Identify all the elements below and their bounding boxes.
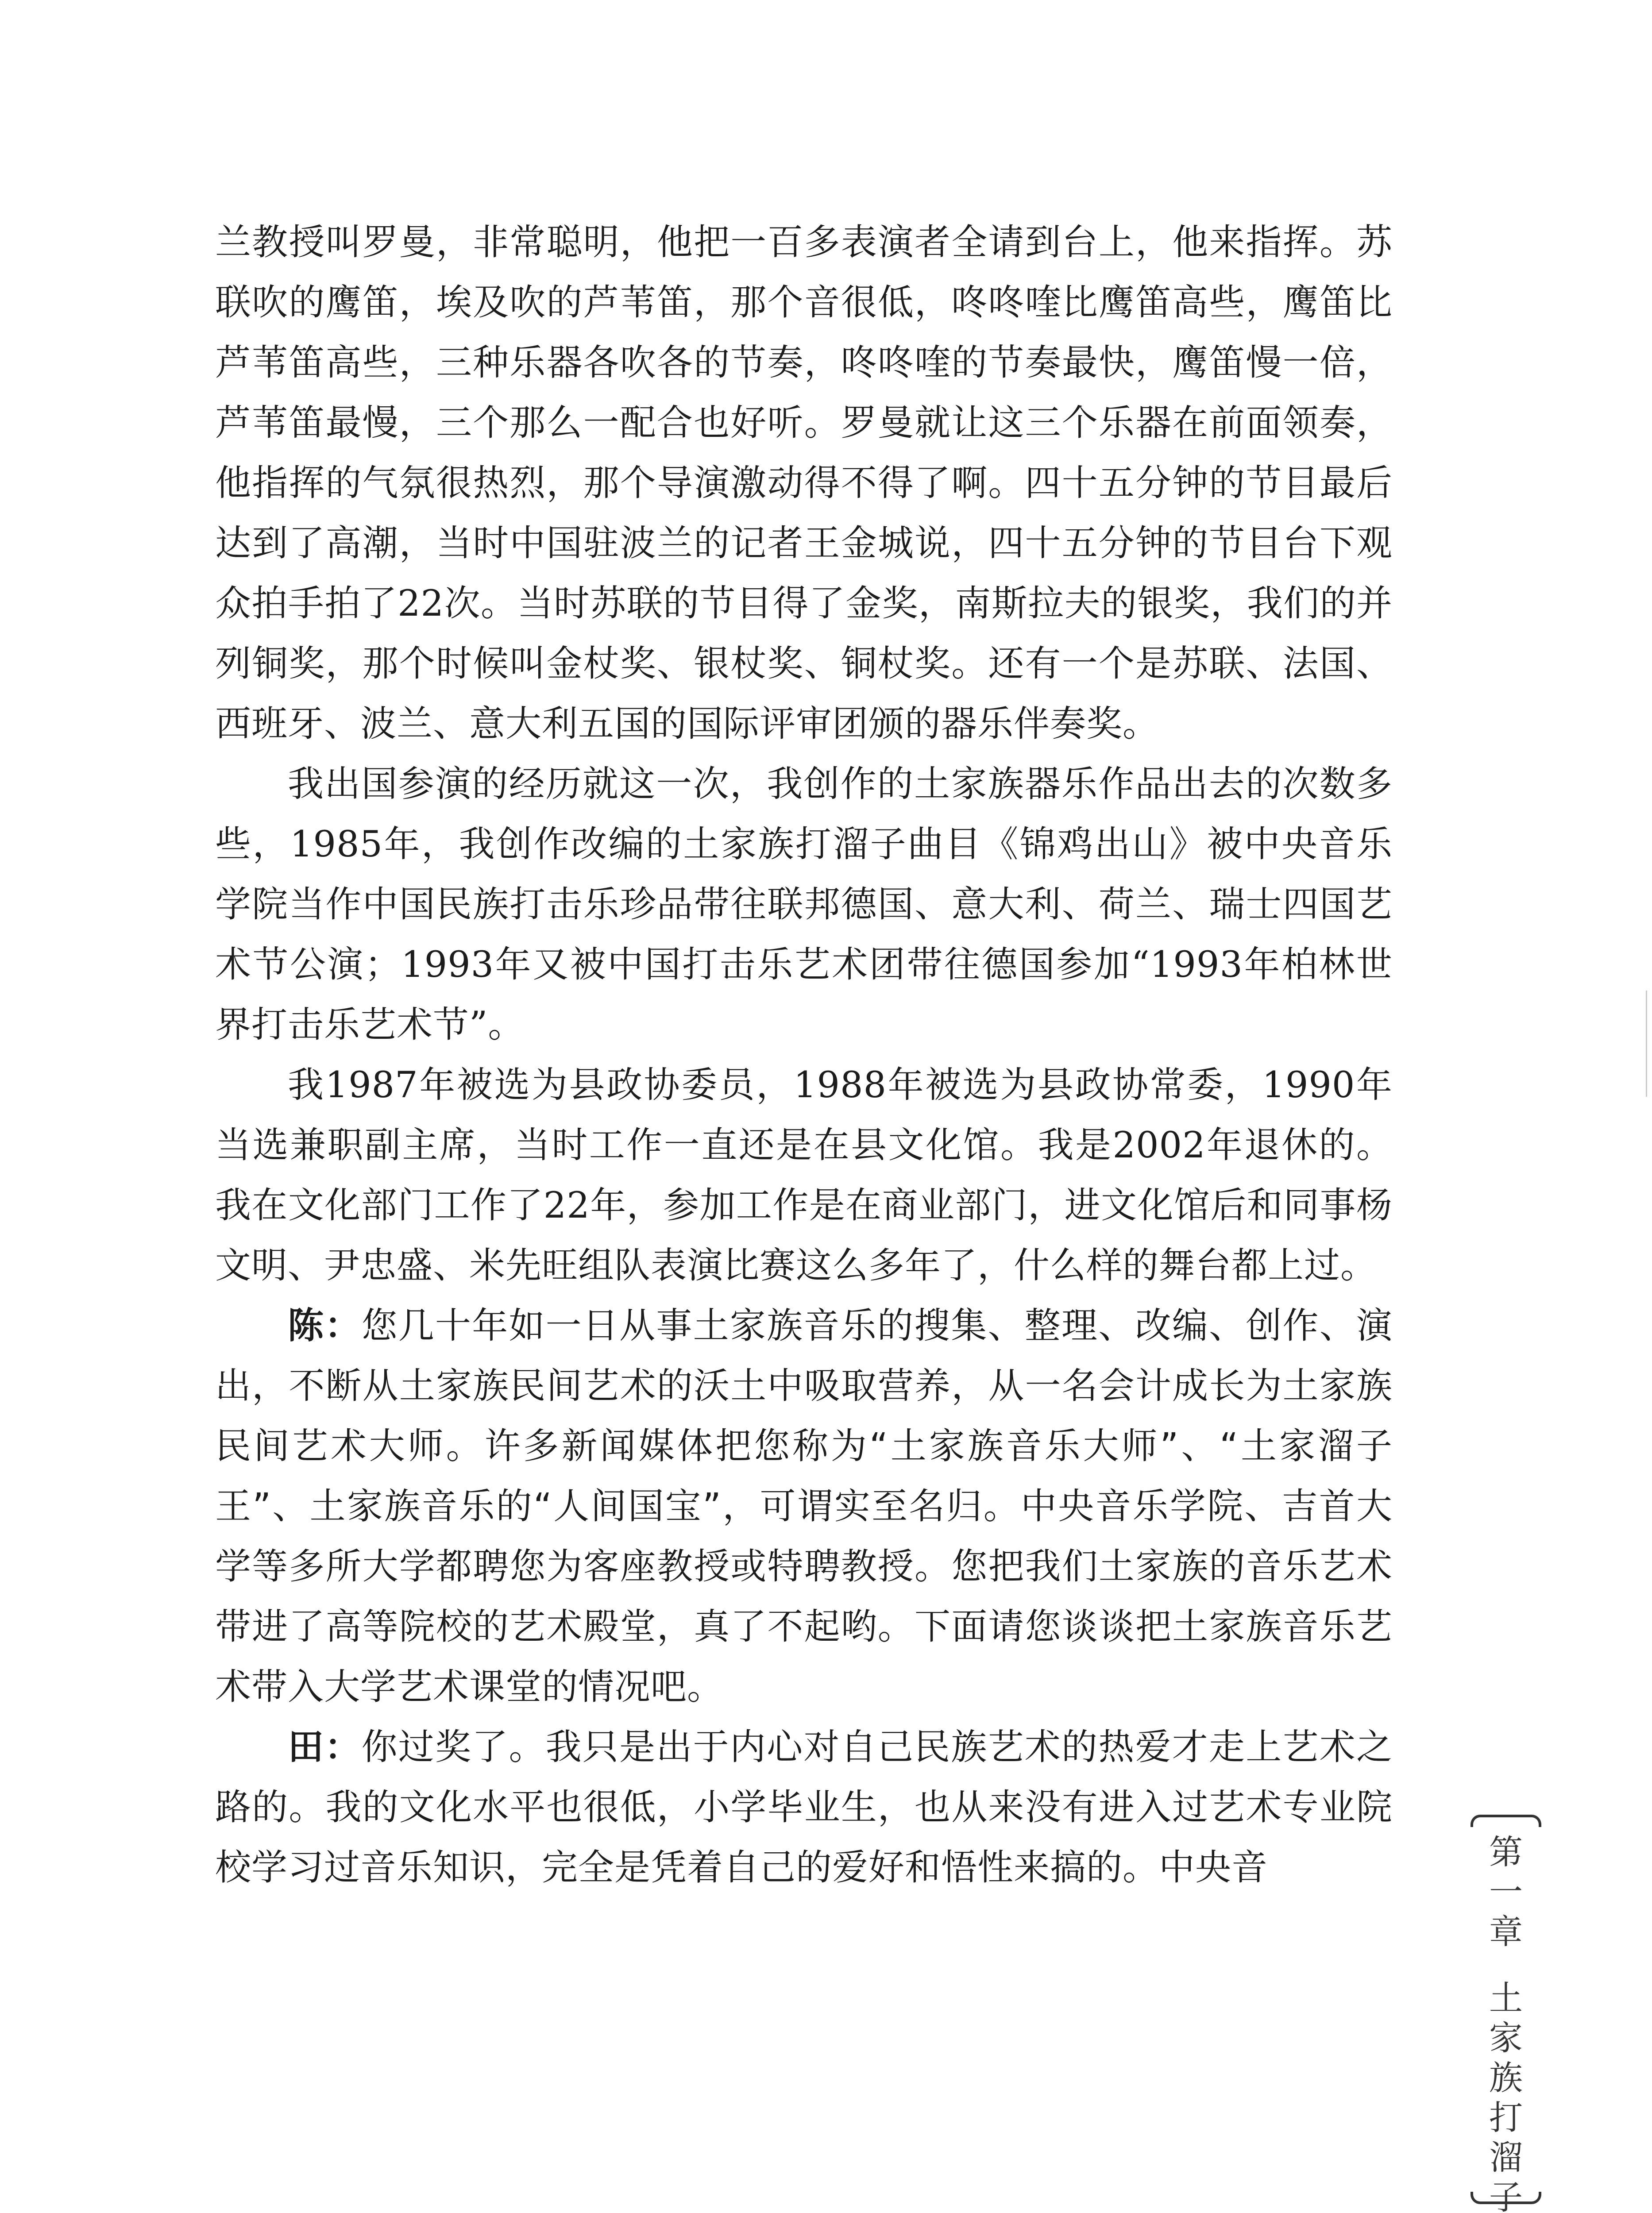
bracket-bottom (1471, 2192, 1541, 2204)
dialog-question (215, 1296, 1393, 1717)
chapter-char: 一 (1489, 1872, 1523, 1912)
title-char: 土 (1489, 1978, 1523, 2018)
title-char: 溜 (1489, 2138, 1523, 2177)
dialog-answer (215, 1717, 1393, 1898)
speech-text: 你过奖了。我只是出于内心对自己民族艺术的热爱才走上艺术之路的。我的文化水平也很低，小学毕业生，也从来没有进入过艺术专业院校学习过音乐知识，完全是凭着自己的爱好和悟性来搞的。中央音 (215, 1727, 1393, 1889)
edge-tick (1646, 991, 1647, 1097)
title-char: 子 (1489, 2178, 1523, 2213)
running-head (1463, 1815, 1548, 2213)
speaker-label: 田： (288, 1727, 362, 1768)
chapter-char: 章 (1489, 1912, 1523, 1951)
paragraph: 我1987年被选为县政协委员，1988年被选为县政协常委，1990年当选兼职副主席，当时工作一直还是在县文化馆。我是2002年退休的。我在文化部门工作了22年，参加工作是在商业部门，进文化馆后和同事杨文明、尹忠盛、米先旺组队表演比赛这么多年了，什么样的舞台都上过。 (215, 1064, 1393, 1287)
title-char: 族 (1489, 2058, 1523, 2097)
title-char: 打 (1489, 2098, 1523, 2137)
paragraph: 我出国参演的经历就这一次，我创作的土家族器乐作品出去的次数多些，1985年，我创作改编的土家族打溜子曲目《锦鸡出山》被中央音乐学院当作中国民族打击乐珍品带往联邦德国、意大利、荷兰、瑞士四国艺术节公演；1993年又被中国打击乐艺术团带往德国参加“1993年柏林世界打击乐艺术节”。 (215, 763, 1393, 1046)
page-body (215, 212, 1393, 1898)
chapter-label (1485, 1832, 1527, 2213)
bracket-top (1471, 1815, 1541, 1827)
speaker-label: 陈： (288, 1305, 362, 1347)
paragraph-continued: 兰教授叫罗曼，非常聪明，他把一百多表演者全请到台上，他来指挥。苏联吹的鹰笛，埃及吹的芦苇笛，那个音很低，咚咚喹比鹰笛高些，鹰笛比芦苇笛高些，三种乐器各吹各的节奏，咚咚喹的节奏最快，鹰笛慢一倍，芦苇笛最慢，三个那么一配合也好听。罗曼就让这三个乐器在前面领奏，他指挥的气氛很热烈，那个导演激动得不得了啊。四十五分钟的节目最后达到了高潮，当时中国驻波兰的记者王金城说，四十五分钟的节目台下观众拍手拍了22次。当时苏联的节目得了金奖，南斯拉夫的银奖，我们的并列铜奖，那个时候叫金杖奖、银杖奖、铜杖奖。还有一个是苏联、法国、西班牙、波兰、意大利五国的国际评审团颁的器乐伴奏奖。 (215, 222, 1393, 745)
speech-text: 您几十年如一日从事土家族音乐的搜集、整理、改编、创作、演出，不断从土家族民间艺术的沃土中吸取营养，从一名会计成长为土家族民间艺术大师。许多新闻媒体把您称为“土家族音乐大师”、“土家溜子王”、土家族音乐的“人间国宝”，可谓实至名归。中央音乐学院、吉首大学等多所大学都聘您为客座教授或特聘教授。您把我们土家族的音乐艺术带进了高等院校的艺术殿堂，真了不起哟。下面请您谈谈把土家族音乐艺术带入大学艺术课堂的情况吧。 (215, 1305, 1393, 1708)
title-char: 家 (1489, 2018, 1523, 2058)
chapter-char: 第 (1489, 1832, 1523, 1872)
